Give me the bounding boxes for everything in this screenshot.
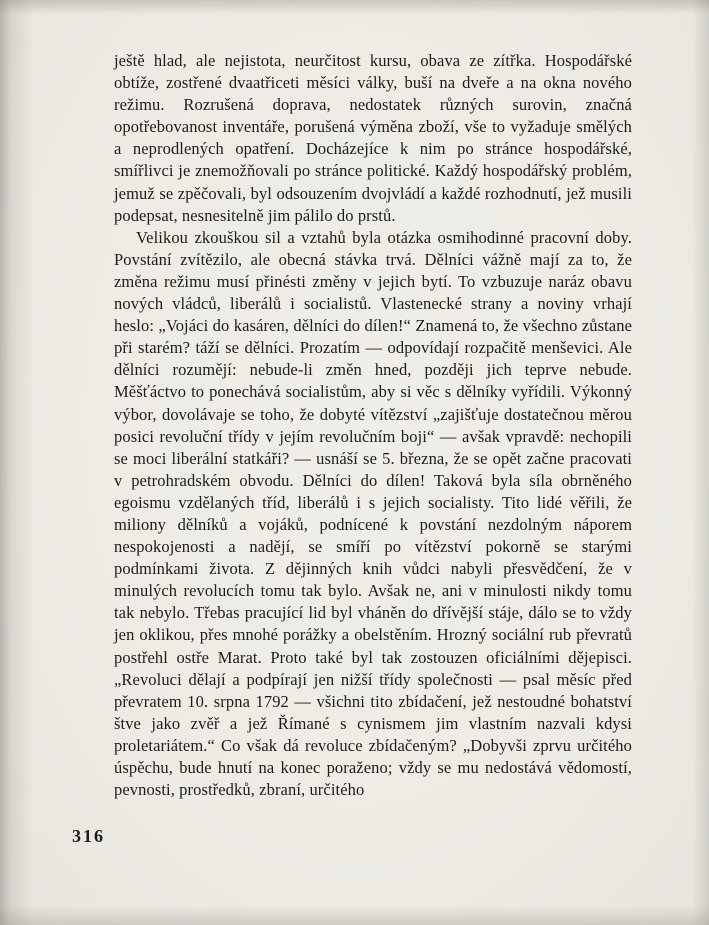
- paragraph-continuation: ještě hlad, ale nejistota, neurčitost kursu, obava ze zítřka. Hospodářské obtíže, zostřené dvaatřiceti měsíci války, buší na dveře a na okna nového režimu. Rozrušená doprava, nedostatek různých surovin, značná opotřebovanost inventáře, porušená výměna zboží, vše to vyžaduje smělých a neprodlených opatření. Docházejíce k nim po stránce hospodářské, smířlivci je znemožňovali po stránce politické. Každý hospodářský problém, jemuž se zpěčovali, byl odsouzením dvojvládí a každé rozhodnutí, jež musili podepsat, nesnesitelně jim pálilo do prstů.: [114, 51, 632, 225]
- paragraph: Velikou zkouškou sil a vztahů byla otázka osmihodinné pracovní doby. Povstání zvítězilo, ale obecná stávka trvá. Dělníci vážně mají za to, že změna režimu musí přinésti změny v jejich bytí. To vzbuzuje naráz obavu nových vládců, liberálů i socialistů. Vlastenecké strany a noviny vrhají heslo: „Vojáci do kasáren, dělníci do dílen!“ Znamená to, že všechno zůstane při starém? táží se dělníci. Prozatím — odpovídají rozpačitě menševici. Ale dělníci rozumějí: nebude-li změn hned, později jich teprve nebude. Měšťáctvo to ponechává socialistům, aby si věc s dělníky vyřídili. Výkonný výbor, dovolávaje se toho, že dobyté vítězství „zajišťuje dostatečnou měrou posici revoluční třídy v jejím revolučním boji“ — avšak vpravdě: nechopili se moci liberální statkáři? — usnáší se 5. března, že se opět začne pracovati v petrohradském obvodu. Dělníci do dílen! Taková byla síla obrněného egoismu vzdělaných tříd, liberálů i s jejich socialisty. Tito lidé věřili, že miliony dělníků a vojáků, podnícené k povstání nezdolným náporem nespokojenosti a nadějí, se smíří po vítězství pokorně se starými podmínkami života. Z dějinných knih vůdci nabyli přesvědčení, že v minulých revolucích tomu tak bylo. Avšak ne, ani v minulosti nikdy tomu tak nebylo. Třebas pracující lid byl vháněn do dřívější stáje, dálo se to vždy jen oklikou, přes mnohé porážky a obelstěním. Hrozný sociální rub převratů postřehl ostře Marat. Proto také byl tak zostouzen oficiálními dějepisci. „Revoluci dělají a podpírají jen nižší třídy společnosti — psal měsíc před převratem 10. srpna 1792 — všichni tito zbídačení, jež nestoudné bohatství štve jako zvěř a jež Římané s cynismem jim vlastním nazvali kdysi proletariátem.“ Co však dá revoluce zbídačeným? „Dobyvši zprvu určitého úspěchu, bude hnutí na konec poraženo; vždy se mu nedostává vědomostí, pevnosti, prostředků, zbraní, určitého: [114, 227, 632, 800]
- scan-shadow: [0, 0, 709, 12]
- page-number: 316: [72, 826, 105, 846]
- text-block: [114, 50, 632, 801]
